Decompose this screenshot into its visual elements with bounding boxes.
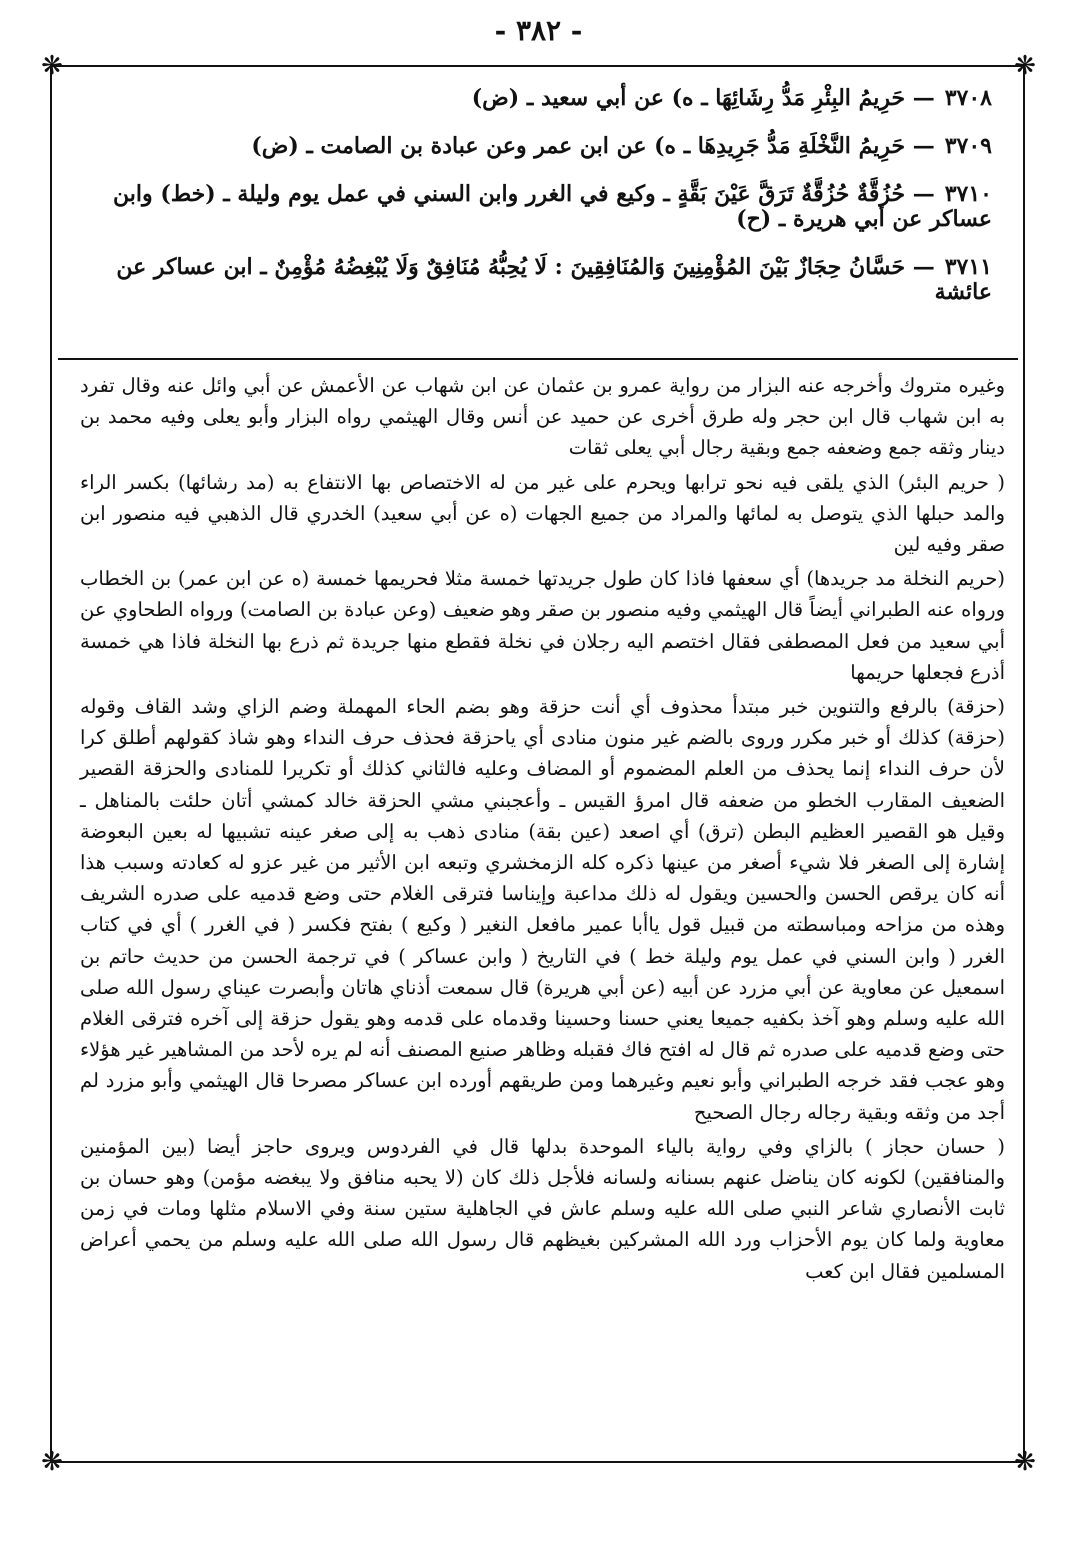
entry-text: — حُزُقَّةٌ حُزُقَّةٌ تَرَقَّ عَيْنَ بَقَّةٍ ـ وكيع في الغرر وابن السني في عمل يوم وليلة ـ (خط) وابن عساكر عن أبي هريرة ـ (ح) (113, 181, 992, 232)
hadith-entries (82, 86, 992, 328)
entry-number: ٣٧١١ (944, 254, 992, 280)
commentary-paragraph: ( حسان حجاز ) بالزاي وفي رواية بالياء الموحدة بدلها قال في الفردوس ويروى حاجز أيضا (بين المؤمنين والمنافقين) لكونه كان يناضل عنهم بسنانه ولسانه فلأجل ذلك كان (لا يحبه منافق ولا يبغضه مؤمن) وهو حسان بن ثابت الأنصاري شاعر النبي صلى الله عليه وسلم عاش في الجاهلية ستين سنة وفي الاسلام مثلها ومات في زمن معاوية ولما كان يوم الأحزاب ورد الله المشركين بغيظهم قال رسول الله صلى الله عليه وسلم من يحمي أعراض المسلمين فقال ابن كعب (80, 1134, 1005, 1283)
flower-ornament-icon: ❋ (41, 51, 63, 81)
entry-text: — حَرِيمُ النَّخْلَةِ مَدُّ جَرِيدِهَا ـ ه) عن ابن عمر وعن عبادة بن الصامت ـ (ض) (251, 133, 935, 159)
section-divider (58, 358, 1018, 360)
entry-number: ٣٧١٠ (944, 181, 992, 207)
commentary (80, 370, 1005, 1290)
entry-number: ٣٧٠٨ (944, 85, 992, 111)
entry-number: ٣٧٠٩ (944, 133, 992, 159)
entry-text: — حَرِيمُ البِئْرِ مَدُّ رِشَائِهَا ـ ه) عن أبي سعيد ـ (ض) (471, 85, 935, 111)
flower-ornament-icon: ❋ (1014, 51, 1036, 81)
commentary-paragraph: وغيره متروك وأخرجه عنه البزار من رواية عمرو بن عثمان عن ابن شهاب عن الأعمش عن أبي وائل عنه وقال تفرد به ابن شهاب قال ابن حجر وله طرق أخرى عن حميد عن أنس وقال الهيثمي رواه البزار وأبو يعلى وفيه محمد بن دينار وثقه جمع وضعفه جمع وبقية رجال أبي يعلى ثقات (80, 374, 1005, 460)
commentary-paragraph: ( حريم البئر) الذي يلقى فيه نحو ترابها ويحرم على غير من له الاختصاص بها الانتفاع به (مد رشائها) بكسر الراء والمد حبلها الذي يتوصل به لمائها والمراد من جميع الجهات (ه عن أبي سعيد) الخدري قال الذهبي فيه منصور ابن صقر وفيه لين (80, 470, 1005, 557)
commentary-paragraph: (حريم النخلة مد جريدها) أي سعفها فاذا كان طول جريدتها خمسة مثلا فحريمها خمسة (ه عن ابن عمر) بن الخطاب ورواه عنه الطبراني أيضاً قال الهيثمي وفيه منصور بن صقر وهو ضعيف (وعن عبادة بن الصامت) ورواه الطحاوي عن أبي سعيد من فعل المصطفى فقال اختصم اليه رجلان في نخلة فقطع منها جريدة ثم ذرع بها النخلة فاذا هي خمسة أذرع فجعلها حريمها (80, 567, 1005, 684)
commentary-paragraph: (حزقة) بالرفع والتنوين خبر مبتدأ محذوف أي أنت حزقة وهو بضم الحاء المهملة وضم الزاي وشد القاف وقوله (حزقة) كذلك أو خبر مكرر وروى بالضم غير منون منادى أي ياحزقة فحذف حرف النداء وهو شاذ كقولهم أطلق كرا لأن حرف النداء إنما يحذف من العلم المضموم أو المضاف وعليه فالثاني كذلك أو تكريرا للمنادى والحزقة القصير الضعيف المقارب الخطو من ضعفه قال امرؤ القيس ـ وأعجبني مشي الحزقة خالد كمشي أتان حلئت بالمناهل ـ وقيل هو القصير العظيم البطن (ترق) أي اصعد (عين بقة) منادى ذهب به إلى صغر عينه تشبيها له بعين البعوضة إشارة إلى الصغر فلا شيء أصغر من عينها ذكره كله الزمخشري وتبعه ابن الأثير من غير عزو له كعادته وسبب هذا أنه كان يرقص الحسن والحسين ويقول له ذلك مداعبة وإيناسا فترقى الغلام حتى وضع قدميه على صدره الشريف وهذه من مزاحه ومباسطته من قبيل قول ياأبا عمير مافعل النغير ( وكيع ) بفتح فكسر ( في الغرر ) أي في كتاب الغرر ( وابن السني في عمل يوم وليلة خط ) في التاريخ ( وابن عساكر ) في ترجمة الحسن من حديث حاتم بن اسمعيل عن معاوية عن أبي مزرد عن أبيه (عن أبي هريرة) قال سمعت أذناي هاتان وأبصرت عيناي رسول الله صلى الله عليه وسلم وهو آخذ بكفيه جميعا يعني حسنا وحسينا وقدماه على قدمه وهو يقول حزقة إلى آخره فترقى الغلام حتى وضع قدميه على صدره ثم قال له افتح فاك فقبله وظاهر صنيع المصنف أنه لم يره لأحد من المشاهير غير هؤلاء وهو عجب فقد خرجه الطبراني وأبو نعيم وغيرهما ومن طريقهم أورده ابن عساكر مصرحا قال الهيثمي وأبو مزرد لم أجد من وثقه وبقية رجاله رجال الصحيح (80, 695, 1005, 1124)
hadith-entry (82, 255, 992, 305)
flower-ornament-icon: ❋ (41, 1447, 63, 1477)
hadith-entry (82, 86, 992, 111)
hadith-entry (82, 134, 992, 159)
page-number: - ٣٨٢ - (494, 14, 583, 47)
entry-text: — حَسَّانُ حِجَازٌ بَيْنَ المُؤْمِنِينَ وَالمُنَافِقِينَ : لَا يُحِبُّهُ مُنَافِقٌ وَلَا يُبْغِضُهُ مُؤْمِنٌ ـ ابن عساكر عن عائشة (116, 254, 992, 305)
hadith-entry (82, 182, 992, 232)
flower-ornament-icon: ❋ (1014, 1447, 1036, 1477)
